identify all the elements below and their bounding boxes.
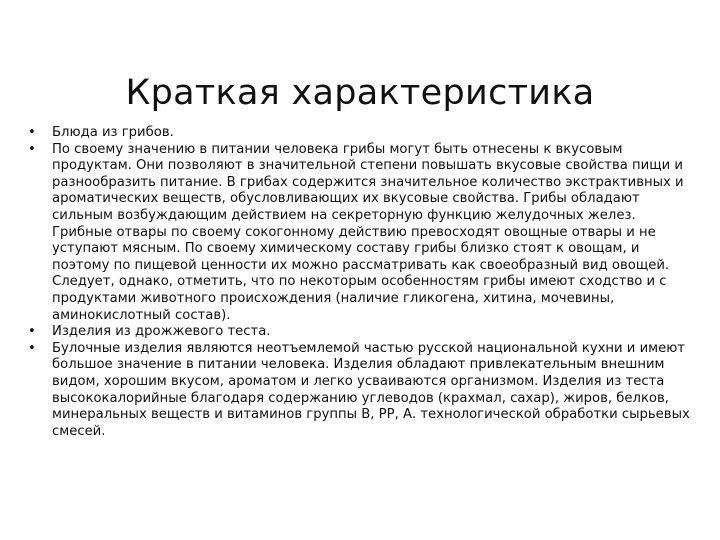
list-item-mushroom-dishes (28, 125, 694, 142)
list-item-text: По своему значению в питании человека грибы могут быть отнесены к вкусовым продуктам. Они позволяют в значительной степени повышать вкусовые свойства пищи и разнообразить питание. В грибах содержится значительное количество экстрактивных и ароматических веществ, обусловливающих их вкусовые свойства. Грибы обладают сильным возбуждающим действием на секреторную функцию желудочных желез. Грибные отвары по своему сокогонному действию превосходят овощные отвары и не уступают мясным. По своему химическому составу грибы близко стоят к овощам, и поэтому по пищевой ценности их можно рассматривать как своеобразный вид овощей. Следует, однако, отметить, что по некоторым особенностям грибы имеют сходство и с продуктами животного происхождения (наличие гликогена, хитина, мочевины, аминокислотный состав). (52, 141, 684, 323)
list-item-bakery-description (28, 341, 694, 441)
bullet-icon: • (28, 141, 36, 157)
bullet-icon: • (28, 340, 36, 356)
bullet-icon: • (28, 324, 36, 340)
list-item-text: Блюда из грибов. (52, 125, 174, 140)
bullet-icon: • (28, 125, 36, 140)
bullet-list (28, 125, 694, 440)
list-item-yeast-dough-products (28, 324, 694, 341)
slide-title: Краткая характеристика (125, 73, 595, 114)
list-item-text: Булочные изделия являются неотъемлемой частью русской национальной кухни и имеют большое значение в питании человека. Изделия обладают привлекательным внешним видом, хорошим вкусом, ароматом и легко усваиваются организмом. Изделия из теста высококалорийные благодаря содержанию углеводов (крахмал, сахар), жиров, белков, минеральных веществ и витаминов группы В, РР, А. технологической обработки сырьевых смесей. (52, 340, 690, 439)
list-item-mushroom-description (28, 142, 694, 325)
list-item-text: Изделия из дрожжевого теста. (52, 324, 271, 340)
